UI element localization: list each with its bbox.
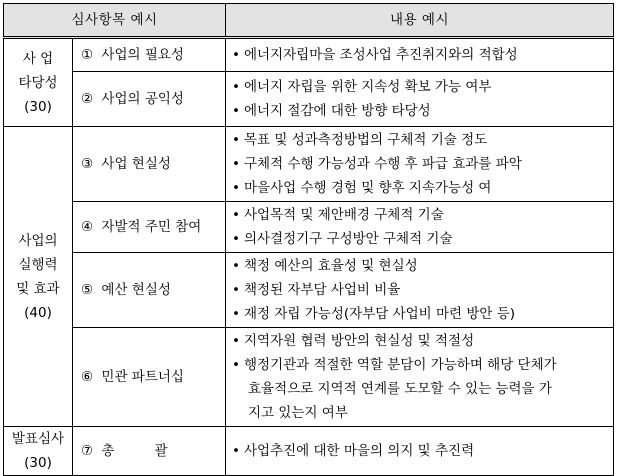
bullet-icon: • [232, 132, 240, 148]
item-number: ④ [81, 219, 94, 235]
list-item: • 지역자원 협력 방안의 현실성 및 적절성 [232, 329, 613, 353]
bullet-icon: • [232, 47, 240, 63]
category-cell [4, 427, 73, 476]
item-label: 총 [101, 443, 115, 459]
content-cell [226, 38, 614, 72]
bullet-icon: • [232, 180, 240, 196]
item-label: 사업의 공익성 [101, 91, 184, 107]
bullet-icon: • [232, 282, 240, 298]
category-line: (30) [24, 98, 52, 115]
item-label: 괄 [154, 443, 168, 459]
item-label: 사업의 필요성 [101, 47, 184, 63]
item-cell [73, 202, 226, 253]
category-line: 및 효과 [16, 280, 60, 297]
item-label: 민관 파트너십 [101, 369, 184, 385]
bullet-icon: • [232, 357, 240, 373]
list-item: • 사업추진에 대한 마을의 의지 및 추진력 [232, 439, 613, 463]
list-item: • 행정기관과 적절한 역할 분담이 가능하며 해당 단체가 [232, 353, 613, 377]
category-line: 발표심사 [11, 431, 65, 447]
content-cell [226, 202, 614, 253]
list-item: • 에너지 절감에 대한 방향 타당성 [232, 99, 613, 123]
item-number: ① [81, 47, 94, 63]
table-row [4, 72, 614, 127]
list-item: • 구체적 수행 가능성과 수행 후 파급 효과를 파악 [232, 152, 613, 176]
item-number: ② [81, 91, 94, 107]
item-cell [73, 427, 226, 476]
list-item: • 에너지자립마을 조성사업 추진취지와의 적합성 [232, 43, 613, 67]
header-content: 내용 예시 [226, 4, 614, 38]
list-item: • 책정된 자부담 사업비 비율 [232, 278, 613, 302]
header-row [4, 4, 614, 38]
content-cell [226, 427, 614, 476]
bullet-icon: • [232, 156, 240, 172]
list-item-continuation: 효율적으로 지역적 연계를 도모할 수 있는 능력을 가 [248, 381, 552, 397]
bullet-icon: • [232, 333, 240, 349]
table-row [4, 127, 614, 202]
item-number: ⑤ [81, 282, 94, 298]
table-row [4, 202, 614, 253]
content-cell [226, 328, 614, 427]
list-item: • 사업목적 및 제안배경 구체적 기술 [232, 203, 613, 227]
evaluation-criteria-table [3, 3, 614, 476]
table-row [4, 253, 614, 328]
list-item: • 목표 및 성과측정방법의 구체적 기술 정도 [232, 128, 613, 152]
bullet-icon: • [232, 443, 240, 459]
table-row [4, 427, 614, 476]
bullet-icon: • [232, 306, 240, 322]
item-label: 사업 현실성 [101, 156, 171, 172]
bullet-icon: • [232, 231, 240, 247]
list-item: • 책정 예산의 효율성 및 현실성 [232, 254, 613, 278]
category-line: (40) [24, 304, 52, 321]
content-cell [226, 127, 614, 202]
item-label: 예산 현실성 [101, 282, 171, 298]
header-criteria: 심사항목 예시 [4, 4, 226, 38]
item-cell [73, 38, 226, 72]
table-row [4, 328, 614, 427]
content-cell [226, 72, 614, 127]
category-line: 사업의 [18, 232, 58, 249]
category-line: 사 업 [22, 50, 54, 67]
list-item-continuation: 지고 있는지 여부 [248, 405, 348, 421]
bullet-icon: • [232, 258, 240, 274]
category-cell [4, 127, 73, 427]
category-cell [4, 38, 73, 127]
category-line: (30) [24, 455, 52, 471]
list-item: • 마을사업 수행 경험 및 향후 지속가능성 여 [232, 176, 613, 200]
list-item: • 의사결정기구 구성방안 구체적 기술 [232, 227, 613, 251]
bullet-icon: • [232, 103, 240, 119]
bullet-icon: • [232, 207, 240, 223]
item-number: ⑦ [81, 443, 94, 459]
bullet-icon: • [232, 79, 240, 95]
table-row [4, 38, 614, 72]
item-cell [73, 127, 226, 202]
item-number: ③ [81, 156, 94, 172]
item-cell [73, 72, 226, 127]
item-number: ⑥ [81, 369, 94, 385]
category-line: 실행력 [18, 256, 58, 273]
category-line: 타당성 [18, 74, 58, 91]
item-cell [73, 328, 226, 427]
list-item: • 재정 자립 가능성(자부담 사업비 마련 방안 등) [232, 302, 613, 326]
item-label: 자발적 주민 참여 [101, 219, 202, 235]
content-cell [226, 253, 614, 328]
list-item: • 에너지 자립을 위한 지속성 확보 가능 여부 [232, 75, 613, 99]
item-cell [73, 253, 226, 328]
